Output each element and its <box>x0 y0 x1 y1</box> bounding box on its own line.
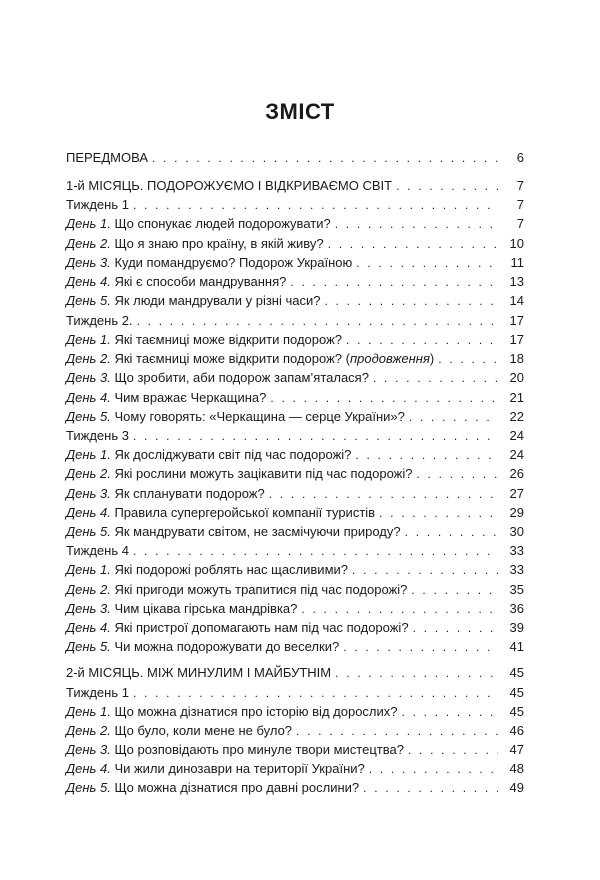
dot-leader <box>324 293 498 310</box>
entry-text: ПЕРЕДМОВА <box>66 150 149 165</box>
dot-leader <box>133 197 498 214</box>
dot-leader <box>137 313 498 330</box>
toc-entry-title <box>66 350 434 367</box>
toc-entry <box>66 177 524 194</box>
dot-leader <box>296 723 498 740</box>
toc-entry-title <box>66 485 265 502</box>
toc-entry <box>66 196 524 213</box>
toc-entry-title <box>66 760 365 777</box>
day-label: День 5. <box>66 524 111 539</box>
entry-text: Які пристрої допомагають нам під час подорожі? <box>110 620 409 635</box>
toc-entry <box>66 273 524 290</box>
toc-entry-title <box>66 446 351 463</box>
entry-text: Як досліджувати світ під час подорожі? <box>110 447 352 462</box>
toc-entry-title <box>66 149 148 166</box>
page-number: 36 <box>509 601 524 616</box>
toc-entry-title <box>66 215 331 232</box>
toc-entry-title <box>66 703 398 720</box>
dot-leader <box>133 543 498 560</box>
toc-entry <box>66 600 524 617</box>
toc-entry-title <box>66 600 297 617</box>
toc-entry-title <box>66 664 331 681</box>
page-number: 27 <box>509 486 524 501</box>
toc-entry <box>66 465 524 482</box>
page-number: 49 <box>509 780 524 795</box>
toc-entry-title <box>66 369 369 386</box>
day-label: День 4. <box>66 390 111 405</box>
toc-entry-title <box>66 254 352 271</box>
toc-entry <box>66 581 524 598</box>
toc-entry-title <box>66 312 133 329</box>
dot-leader <box>328 236 498 253</box>
dot-leader <box>335 665 498 682</box>
entry-text: Які є способи мандрування? <box>110 274 287 289</box>
toc-entry-title <box>66 177 392 194</box>
dot-leader <box>343 639 498 656</box>
dot-leader <box>396 178 498 195</box>
page-number: 45 <box>509 704 524 719</box>
day-label: День 4. <box>66 274 111 289</box>
page-number: 7 <box>516 197 524 212</box>
entry-text: Чи жили динозаври на території України? <box>110 761 365 776</box>
dot-leader <box>438 351 498 368</box>
page-number: 33 <box>509 543 524 558</box>
page-number: 48 <box>509 761 524 776</box>
page-number: 22 <box>509 409 524 424</box>
page-number: 46 <box>509 723 524 738</box>
entry-text: 2-й МІСЯЦЬ. МІЖ МИНУЛИМ І МАЙБУТНІМ <box>66 665 332 680</box>
dot-leader <box>369 761 498 778</box>
toc-entry <box>66 446 524 463</box>
dot-leader <box>363 780 498 797</box>
dot-leader <box>408 742 498 759</box>
day-label: День 3. <box>66 601 111 616</box>
day-label: День 4. <box>66 505 111 520</box>
dot-leader <box>411 582 498 599</box>
dot-leader <box>290 274 498 291</box>
toc-entry <box>66 504 524 521</box>
page-number: 24 <box>509 428 524 443</box>
toc-entry <box>66 561 524 578</box>
toc-entry <box>66 542 524 559</box>
entry-text: Які рослини можуть зацікавити під час подорожі? <box>110 466 413 481</box>
entry-text: Які подорожі роблять нас щасливими? <box>110 562 349 577</box>
toc-entry <box>66 312 524 329</box>
page-number: 17 <box>509 332 524 347</box>
entry-text: Куди помандруємо? Подорож Україною <box>110 255 353 270</box>
entry-text: Що було, коли мене не було? <box>110 723 293 738</box>
page-number: 29 <box>509 505 524 520</box>
entry-text: Тиждень 1 <box>66 685 129 700</box>
entry-text: Тиждень 3 <box>66 428 129 443</box>
entry-text: Що можна дізнатися про історію від дорослих? <box>110 704 398 719</box>
toc-entry-title <box>66 504 375 521</box>
entry-text: Чим цікава гірська мандрівка? <box>110 601 298 616</box>
page-number: 13 <box>509 274 524 289</box>
toc-entry <box>66 331 524 348</box>
page-number: 45 <box>509 685 524 700</box>
dot-leader <box>352 562 498 579</box>
entry-text-tail: ) <box>429 351 435 366</box>
toc-entry-title <box>66 273 286 290</box>
day-label: День 2. <box>66 723 111 738</box>
page-number: 47 <box>509 742 524 757</box>
toc-entry-title <box>66 619 409 636</box>
toc-entry <box>66 760 524 777</box>
toc-entry <box>66 619 524 636</box>
day-label: День 5. <box>66 639 111 654</box>
entry-text: Що можна дізнатися про давні рослини? <box>110 780 360 795</box>
dot-leader <box>409 409 498 426</box>
entry-text: Що я знаю про країну, в якій живу? <box>110 236 324 251</box>
toc-entry-title <box>66 722 292 739</box>
day-label: День 2. <box>66 582 111 597</box>
entry-text: Чи можна подорожувати до веселки? <box>110 639 340 654</box>
toc-entry <box>66 235 524 252</box>
page-number: 41 <box>509 639 524 654</box>
entry-text: Які таємниці може відкрити подорож? <box>110 332 342 347</box>
dot-leader <box>355 447 498 464</box>
toc-entry-title <box>66 196 129 213</box>
dot-leader <box>270 390 498 407</box>
day-label: День 2. <box>66 351 111 366</box>
dot-leader <box>373 370 498 387</box>
toc-entry <box>66 408 524 425</box>
page-number: 18 <box>509 351 524 366</box>
toc-entry-title <box>66 408 405 425</box>
dot-leader <box>269 486 498 503</box>
toc-entry <box>66 684 524 701</box>
dot-leader <box>133 428 498 445</box>
entry-text: Правила супергеройської компанії туристів <box>110 505 376 520</box>
page-number: 10 <box>509 236 524 251</box>
toc-entry-title <box>66 389 266 406</box>
toc-entry <box>66 350 524 367</box>
toc-entry <box>66 149 524 166</box>
day-label: День 3. <box>66 742 111 757</box>
dot-leader <box>356 255 498 272</box>
toc-entry <box>66 779 524 796</box>
day-label: День 2. <box>66 236 111 251</box>
toc-entry <box>66 369 524 386</box>
day-label: День 2. <box>66 466 111 481</box>
toc-entry <box>66 427 524 444</box>
page-number: 7 <box>516 216 524 231</box>
entry-text: Що спонукає людей подорожувати? <box>110 216 331 231</box>
dot-leader <box>346 332 498 349</box>
page-number: 17 <box>509 313 524 328</box>
day-label: День 1. <box>66 447 111 462</box>
entry-text: 1-й МІСЯЦЬ. ПОДОРОЖУЄМО І ВІДКРИВАЄМО СВІТ <box>66 178 393 193</box>
toc-entry <box>66 485 524 502</box>
dot-leader <box>405 524 498 541</box>
toc-entry <box>66 638 524 655</box>
toc-entry-title <box>66 638 339 655</box>
dot-leader <box>152 150 498 167</box>
page-number: 39 <box>509 620 524 635</box>
page-number: 6 <box>516 150 524 165</box>
toc-entry <box>66 215 524 232</box>
toc-entry <box>66 523 524 540</box>
entry-note: продовження <box>349 351 430 366</box>
day-label: День 1. <box>66 216 111 231</box>
day-label: День 3. <box>66 486 111 501</box>
entry-text: Як люди мандрували у різні часи? <box>110 293 321 308</box>
page-number: 30 <box>509 524 524 539</box>
entry-text: Які пригоди можуть трапитися під час подорожі? <box>110 582 408 597</box>
entry-text: Чим вражає Черкащина? <box>110 390 267 405</box>
toc-entry-title <box>66 741 404 758</box>
entry-text: Тиждень 1 <box>66 197 129 212</box>
toc-entry-title <box>66 465 412 482</box>
page-number: 35 <box>509 582 524 597</box>
entry-text: Тиждень 2. <box>66 313 133 328</box>
toc-entry <box>66 389 524 406</box>
toc-entry <box>66 741 524 758</box>
entry-text: Як спланувати подорож? <box>110 486 265 501</box>
day-label: День 5. <box>66 780 111 795</box>
dot-leader <box>301 601 498 618</box>
day-label: День 3. <box>66 255 111 270</box>
entry-text: Що зробити, аби подорож запам’яталася? <box>110 370 369 385</box>
toc-entry <box>66 722 524 739</box>
toc-entry <box>66 292 524 309</box>
page-number: 14 <box>509 293 524 308</box>
page-number: 45 <box>509 665 524 680</box>
day-label: День 1. <box>66 332 111 347</box>
dot-leader <box>413 620 498 637</box>
entry-text: Які таємниці може відкрити подорож? ( <box>110 351 350 366</box>
toc-entry-title <box>66 581 407 598</box>
dot-leader <box>379 505 498 522</box>
entry-text: Як мандрувати світом, не засмічуючи природу? <box>110 524 401 539</box>
toc-entry-title <box>66 561 348 578</box>
page-number: 21 <box>509 390 524 405</box>
dot-leader <box>335 216 498 233</box>
dot-leader <box>416 466 498 483</box>
toc-entry-title <box>66 684 129 701</box>
entry-text: Тиждень 4 <box>66 543 129 558</box>
page-number: 26 <box>509 466 524 481</box>
page-number: 24 <box>509 447 524 462</box>
day-label: День 1. <box>66 704 111 719</box>
page-number: 7 <box>516 178 524 193</box>
toc-entry-title <box>66 779 359 796</box>
day-label: День 5. <box>66 293 111 308</box>
dot-leader <box>133 685 498 702</box>
page-title: ЗМІСТ <box>265 99 335 124</box>
page-number: 33 <box>509 562 524 577</box>
entry-text: Чому говорять: «Черкащина — серце України»? <box>110 409 405 424</box>
toc-entry-title <box>66 542 129 559</box>
toc-entry-title <box>66 235 324 252</box>
day-label: День 1. <box>66 562 111 577</box>
entry-text: Що розповідають про минуле твори мистецтва? <box>110 742 404 757</box>
toc-entry-title <box>66 292 320 309</box>
day-label: День 4. <box>66 761 111 776</box>
day-label: День 4. <box>66 620 111 635</box>
day-label: День 5. <box>66 409 111 424</box>
day-label: День 3. <box>66 370 111 385</box>
toc-entry-title <box>66 331 342 348</box>
toc-entry <box>66 254 524 271</box>
toc-entry-title <box>66 523 401 540</box>
toc-entry-title <box>66 427 129 444</box>
toc-entry <box>66 664 524 681</box>
toc-entry <box>66 703 524 720</box>
dot-leader <box>402 704 499 721</box>
page-number: 11 <box>510 255 524 270</box>
page-number: 20 <box>509 370 524 385</box>
